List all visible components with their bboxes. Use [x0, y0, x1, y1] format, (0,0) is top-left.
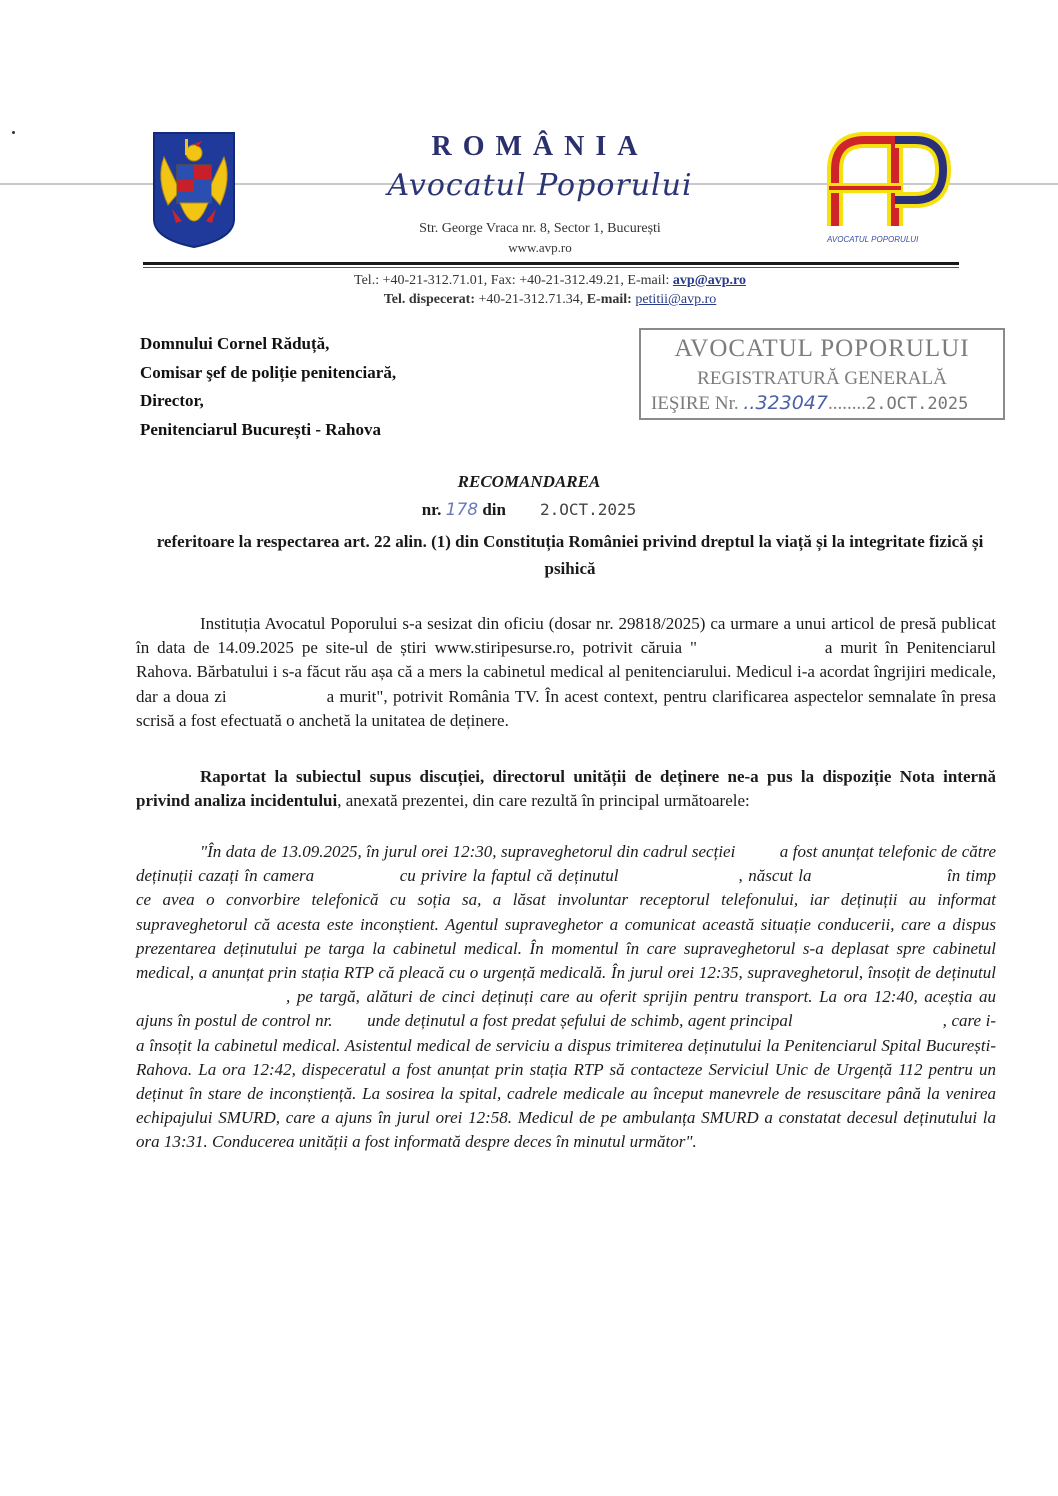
avp-logo-icon — [815, 130, 955, 248]
stamp-number: ..323047 — [743, 392, 828, 414]
stamp-date: 2.OCT.2025 — [865, 394, 969, 414]
header-rule-thin — [143, 267, 959, 268]
p3-part-d: , născut la — [738, 866, 812, 886]
p3-part-g: unde deținutul a fost predat șefului de schimb, agent principal — [367, 1011, 793, 1031]
din-label: din — [482, 500, 506, 519]
email-label: E-mail: — [586, 292, 632, 307]
document-number-line — [130, 500, 928, 520]
paragraph-intro — [136, 612, 996, 733]
institution-name: Avocatul Poporului — [387, 168, 693, 203]
email-link-petitii[interactable]: petitii@avp.ro — [635, 292, 717, 307]
romania-coat-of-arms-icon — [152, 131, 236, 249]
addressee-rank: Comisar şef de poliție penitenciară, — [140, 362, 397, 382]
p3-part-c: cu privire la faptul că deținutul — [399, 866, 619, 886]
p2-rest: , anexată prezentei, din care rezultă în principal următoarele: — [337, 791, 750, 811]
nr-label: nr. — [421, 500, 442, 519]
p1-part-b: a murit în Penitenciarul Rahova. Bărbatului i s-a făcut rău așa că a mers la cabinetul medical al penitenciarului. Medicul i-a acordat îngrijiri medicale, dar a doua zi — [136, 638, 996, 706]
contact-line-1 — [200, 273, 900, 289]
contact-line-2 — [200, 292, 900, 308]
scan-artifact — [12, 131, 15, 134]
stamp-exit-label: IEŞIRE Nr. — [651, 393, 744, 414]
registry-stamp — [639, 328, 1005, 420]
paragraph-quote — [136, 840, 996, 1155]
stamp-institution: AVOCATUL POPORULUI — [674, 335, 970, 362]
p1-part-c: a murit", potrivit România TV. În acest context, pentru clarificarea aspectelor semnalate în presa scrisă a fost efectuată o anchetă la unitatea de deținere. — [136, 686, 996, 730]
p3-part-f: , pe targă, alături de cinci deținuți care au oferit sprijin pentru transport. La ora 12:40, aceștia au ajuns în postul de control nr. — [136, 987, 996, 1031]
addressee-role: Director, — [140, 391, 204, 410]
addressee-institution: Penitenciarul București - Rahova — [140, 419, 381, 439]
nr-value: 178 — [445, 500, 479, 520]
header-rule — [143, 262, 959, 265]
stamp-exit-line — [651, 392, 968, 415]
institution-website[interactable]: www.avp.ro — [508, 240, 572, 255]
p1-part-a: Instituția Avocatul Poporului s-a sesizat din oficiu (dosar nr. 29818/2025) ca urmare a unui articol de presă publicat în data de 14.09.2025 pe site-ul de știri www.stiripesurse.ro, potrivit căruia " — [136, 614, 996, 658]
institution-address: Str. George Vraca nr. 8, Sector 1, București — [419, 221, 661, 236]
logo-caption: AVOCATUL POPORULUI — [827, 235, 919, 244]
stamp-dots: ........ — [827, 393, 866, 414]
p3-part-b: a fost anunțat telefonic de către deținuții cazați în camera — [136, 842, 996, 886]
p3-part-e: în timp ce avea o convorbire telefonică cu soția sa, a lăsat involuntar receptorul telefonului, iar deținuții au informat supraveghetorul că acesta este inconștient. Agentul supraveghetor a comunicat această situație conducerii, care a dispus prezentarea deținutului pe targa la cabinetul medical. În momentul în care supraveghetorul s-a deplasat spre cabinetul medical, a anunțat prin stația RTP că pleacă cu o urgență medicală. În jurul orei 12:35, supraveghetorul, însoțit de deținutul — [136, 866, 997, 983]
p2-bold: Raportat la subiectul supus discuției, directorul unității de deținere ne-a pus la dispoziție Nota internă privind analiza incidentului — [136, 767, 996, 811]
dispatch-label: Tel. dispecerat: — [383, 292, 475, 307]
contact-phone-fax: Tel.: +40-21-312.71.01, Fax: +40-21-312.49.21, E-mail: — [354, 273, 673, 288]
stamp-registry: REGISTRATURĂ GENERALĂ — [697, 368, 947, 389]
addressee-block — [140, 330, 396, 444]
p3-part-a: "În data de 13.09.2025, în jurul orei 12:30, supraveghetorul din cadrul secției — [200, 842, 736, 861]
document-subject: referitoare la respectarea art. 22 alin. (1) din Constituția României privind dreptul la viață și la integritate fizică și psihică — [156, 532, 984, 578]
email-link-avp[interactable]: avp@avp.ro — [672, 273, 746, 288]
addressee-name: Domnului Cornel Răduță, — [140, 334, 330, 353]
paragraph-report — [136, 765, 996, 813]
document-date: 2.OCT.2025 — [539, 500, 637, 519]
document-title: RECOMANDAREA — [457, 472, 601, 491]
country-name: ROMÂNIA — [431, 131, 649, 162]
p3-part-h: , care i-a însoțit la cabinetul medical. Asistentul medical de serviciu a dispus trimiterea deținutului la Penitenciarul Spital București-Rahova. La ora 12:42, dispeceratul a fost anunțat prin stația RTP să contacteze Serviciul Unic de Urgență 112 pentru un deținut în stare de inconștiență. La sosirea la spital, cadrele medicale au început manevrele de resuscitare până la venirea echipajului SMURD, care a ajuns în jurul orei 12:58. Medicul de pe ambulanța SMURD a constatat decesul deținutului la ora 13:31. Conducerea unității a fost informată despre deces în minutul următor". — [136, 1011, 997, 1152]
dispatch-phone: +40-21-312.71.34, — [474, 292, 587, 307]
